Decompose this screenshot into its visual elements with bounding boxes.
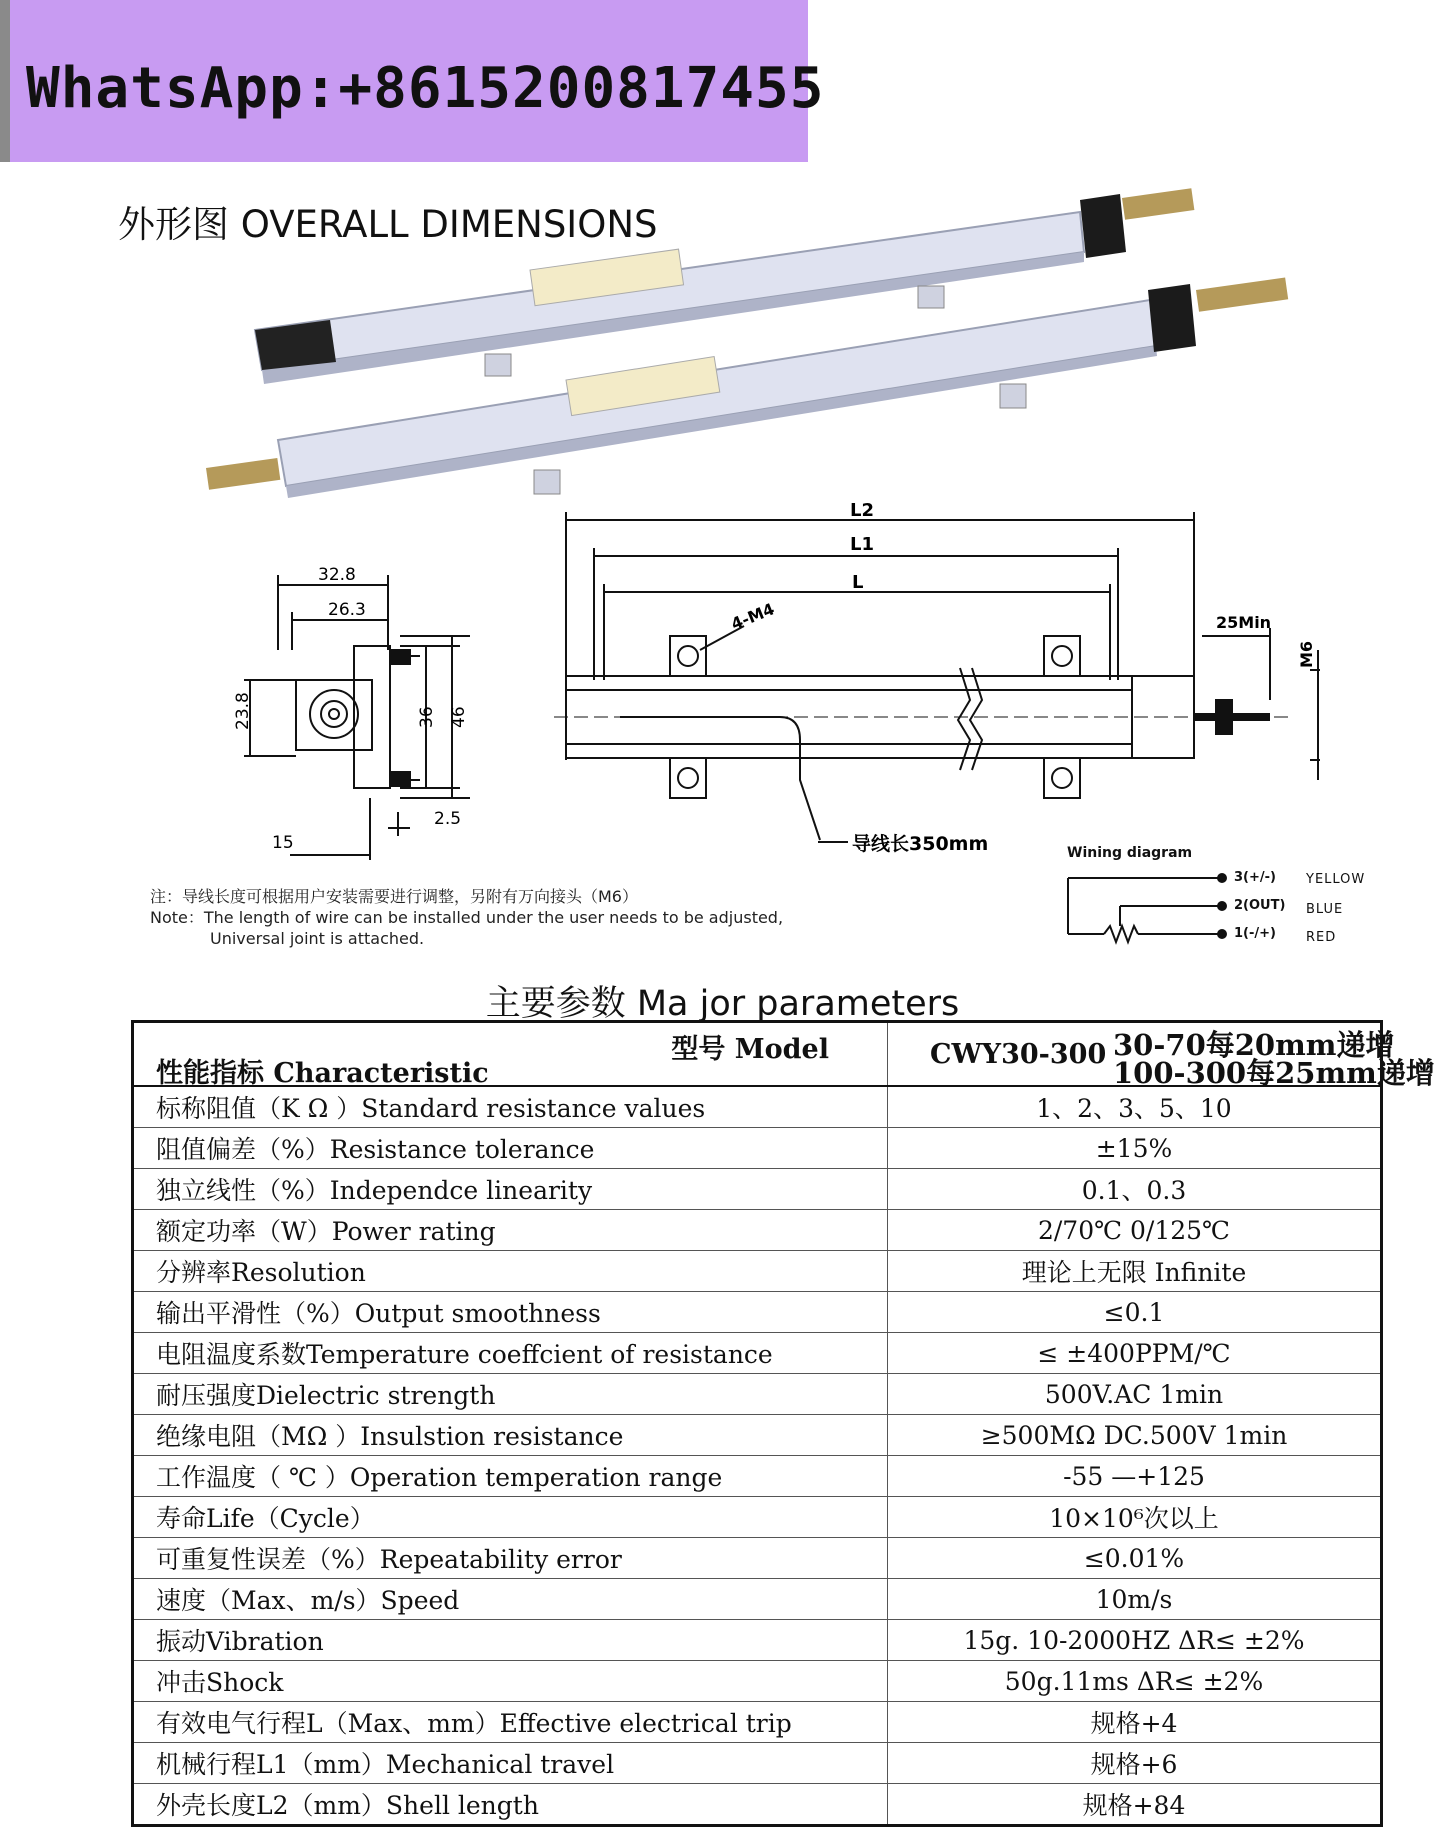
table-row xyxy=(133,1743,1382,1784)
dim-2-5: 2.5 xyxy=(434,809,462,829)
table-row xyxy=(133,1620,1382,1661)
table-row xyxy=(133,1292,1382,1333)
wiring-title: Wining diagram xyxy=(1067,845,1193,861)
wiring-diagram xyxy=(1068,874,1226,942)
parameter-name: 输出平滑性（%）Output smoothness xyxy=(133,1292,888,1333)
pin-2-label: 2(OUT) xyxy=(1234,898,1286,913)
dim-26-3: 26.3 xyxy=(328,600,366,620)
parameter-name: 额定功率（W）Power rating xyxy=(133,1210,888,1251)
parameter-name: 外壳长度L2（mm）Shell length xyxy=(133,1784,888,1826)
table-row xyxy=(133,1661,1382,1702)
dim-m6: M6 xyxy=(1297,640,1316,668)
header-model-label: 型号 Model xyxy=(671,1034,829,1065)
header-increment-2: 100-300每25mm递增 xyxy=(1113,1056,1435,1090)
side-view-drawing xyxy=(554,512,1320,842)
parameter-name: 机械行程L1（mm）Mechanical travel xyxy=(133,1743,888,1784)
parameter-name: 阻值偏差（%）Resistance tolerance xyxy=(133,1128,888,1169)
table-row xyxy=(133,1538,1382,1579)
dimensions-note xyxy=(150,886,783,949)
table-row xyxy=(133,1128,1382,1169)
header-characteristic-label: 性能指标 Characteristic xyxy=(156,1058,489,1089)
parameters-table xyxy=(131,1020,1435,1827)
table-row xyxy=(133,1251,1382,1292)
parameter-name: 振动Vibration xyxy=(133,1620,888,1661)
whatsapp-contact: WhatsApp:+8615200817455 xyxy=(26,56,825,121)
parameter-value: 规格+6 xyxy=(888,1743,1382,1784)
parameter-value: 1、2、3、5、10 xyxy=(888,1086,1382,1128)
parameter-name: 电阻温度系数Temperature coeffcient of resistance xyxy=(133,1333,888,1374)
table-row xyxy=(133,1415,1382,1456)
table-row xyxy=(133,1169,1382,1210)
parameter-value: 50g.11ms ΔR≤ ±2% xyxy=(888,1661,1382,1702)
table-header-row xyxy=(133,1022,1382,1087)
dim-23-8: 23.8 xyxy=(233,692,253,730)
dim-32-8: 32.8 xyxy=(318,565,356,585)
wire-color-red: RED xyxy=(1306,930,1337,945)
parameter-value: 500V.AC 1min xyxy=(888,1374,1382,1415)
table-row xyxy=(133,1702,1382,1743)
table-row xyxy=(133,1374,1382,1415)
parameter-value: 规格+84 xyxy=(888,1784,1382,1826)
table-row xyxy=(133,1784,1382,1826)
wire-color-blue: BLUE xyxy=(1306,902,1344,917)
parameter-name: 耐压强度Dielectric strength xyxy=(133,1374,888,1415)
header-characteristic-cell xyxy=(133,1022,888,1087)
wire-length-label: 导线长350mm xyxy=(852,833,989,855)
parameter-value: 15g. 10-2000HZ ΔR≤ ±2% xyxy=(888,1620,1382,1661)
table-row xyxy=(133,1456,1382,1497)
dim-L1: L1 xyxy=(850,534,874,555)
note-line-2: Note：The length of wire can be installed under the user needs to be adjusted, xyxy=(150,908,784,927)
header-model-cell xyxy=(888,1022,1435,1090)
wire-color-yellow: YELLOW xyxy=(1306,872,1366,887)
note-line-1: 注：导线长度可根据用户安装需要进行调整，另附有万向接头（M6） xyxy=(150,887,638,906)
parameter-value: ≤ ±400PPM/℃ xyxy=(888,1333,1382,1374)
note-line-3: Universal joint is attached. xyxy=(210,929,425,948)
table-row xyxy=(133,1333,1382,1374)
table-row xyxy=(133,1210,1382,1251)
parameter-name: 寿命Life（Cycle） xyxy=(133,1497,888,1538)
parameter-value: ≤0.1 xyxy=(888,1292,1382,1333)
parameter-name: 可重复性误差（%）Repeatability error xyxy=(133,1538,888,1579)
parameter-name: 分辨率Resolution xyxy=(133,1251,888,1292)
parameters-title: 主要参数 Ma jor parameters xyxy=(485,984,960,1024)
pin-1-label: 1(-/+) xyxy=(1234,926,1276,941)
pin-3-label: 3(+/-) xyxy=(1234,870,1276,885)
parameter-value: 10×10⁶次以上 xyxy=(888,1497,1382,1538)
table-row xyxy=(133,1497,1382,1538)
table-row xyxy=(133,1086,1382,1128)
parameter-value: 理论上无限 Infinite xyxy=(888,1251,1382,1292)
parameter-value: 10m/s xyxy=(888,1579,1382,1620)
parameter-value: -55 —+125 xyxy=(888,1456,1382,1497)
parameter-value: ±15% xyxy=(888,1128,1382,1169)
parameter-name: 有效电气行程L（Max、mm）Effective electrical trip xyxy=(133,1702,888,1743)
table-row xyxy=(133,1579,1382,1620)
dim-L: L xyxy=(852,572,864,593)
parameter-value: ≥500MΩ DC.500V 1min xyxy=(888,1415,1382,1456)
parameter-value: 0.1、0.3 xyxy=(888,1169,1382,1210)
parameter-name: 速度（Max、m/s）Speed xyxy=(133,1579,888,1620)
parameter-value: 规格+4 xyxy=(888,1702,1382,1743)
dim-15: 15 xyxy=(272,833,294,853)
parameter-name: 标称阻值（K Ω ）Standard resistance values xyxy=(133,1086,888,1128)
parameter-name: 独立线性（%）Independce linearity xyxy=(133,1169,888,1210)
dim-25min: 25Min xyxy=(1216,613,1272,632)
dim-36: 36 xyxy=(417,706,437,728)
header-model-number: CWY30-300 xyxy=(930,1039,1107,1070)
parameter-name: 绝缘电阻（MΩ ）Insulstion resistance xyxy=(133,1415,888,1456)
parameter-name: 工作温度（ ℃ ）Operation temperation range xyxy=(133,1456,888,1497)
parameter-name: 冲击Shock xyxy=(133,1661,888,1702)
dim-4-m4: 4-M4 xyxy=(728,599,778,634)
header-increment-1: 30-70每20mm递增 xyxy=(1113,1028,1395,1062)
parameter-value: ≤0.01% xyxy=(888,1538,1382,1579)
dim-L2: L2 xyxy=(850,500,874,521)
dim-46: 46 xyxy=(449,706,469,728)
dimensions-title: 外形图 OVERALL DIMENSIONS xyxy=(118,203,658,246)
parameter-value: 2/70℃ 0/125℃ xyxy=(888,1210,1382,1251)
